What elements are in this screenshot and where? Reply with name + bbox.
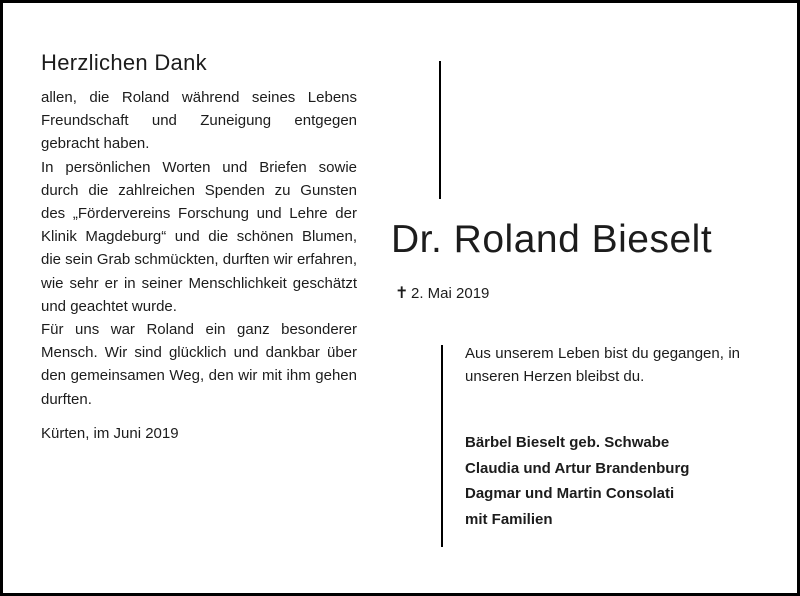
cross-icon: ✝ (395, 285, 409, 302)
thanks-paragraph: allen, die Roland während seines Lebens Freundschaft und Zuneigung entgegen gebracht haben. (41, 89, 357, 153)
quote-text: Aus unserem Leben bist du gegangen, in unseren Herzen bleibst du. (465, 345, 740, 385)
deceased-name: Dr. Roland Bieselt (391, 218, 713, 261)
family-signatures (465, 430, 689, 532)
death-date: 2. Mai 2019 (411, 285, 490, 302)
family-member: Claudia und Artur Brandenburg (465, 459, 690, 477)
divider-line-top (439, 61, 441, 199)
memorial-quote (465, 342, 740, 388)
thanks-heading: Herzlichen Dank (41, 50, 207, 75)
thanks-text (41, 86, 357, 411)
thanks-paragraph: In persönlichen Worten und Briefen sowie durch die zahlreichen Spenden zu Gunsten des „Fördervereins Forschung und Lehre der Klinik Magdeburg“ und die schönen Blumen, die sein Grab schmückten, durften wir erfahren, wie sehr er in seiner Menschlichkeit geschätzt und geachtet wurde. (41, 158, 357, 315)
family-member: Bärbel Bieselt geb. Schwabe (465, 434, 670, 451)
family-member: Dagmar und Martin Consolati (465, 485, 675, 502)
thanks-paragraph: Für uns war Roland ein ganz besonderer Mensch. Wir sind glücklich und dankbar über den gemeinsamen Weg, den wir mit ihm gehen durften. (41, 321, 357, 408)
death-line (395, 283, 489, 303)
divider-line-bottom (441, 345, 443, 547)
family-member: mit Familien (465, 510, 553, 528)
place-date: Kürten, im Juni 2019 (41, 425, 179, 442)
